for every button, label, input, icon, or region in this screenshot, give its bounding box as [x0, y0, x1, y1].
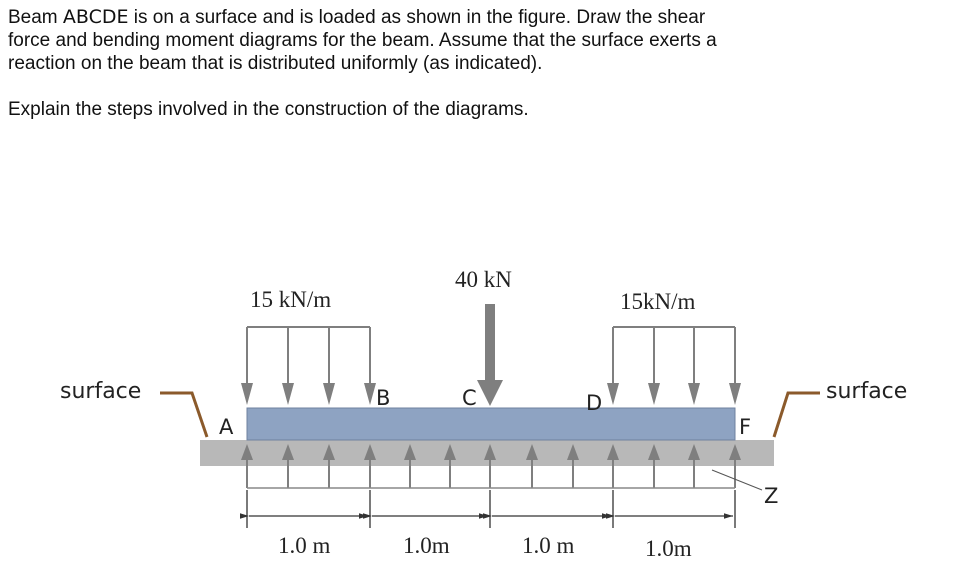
surface-label-left: surface	[60, 379, 142, 404]
point-load-label: 40 kN	[455, 267, 512, 292]
span-label-cd: 1.0 m	[522, 533, 575, 558]
surface-pointer-right	[774, 393, 820, 437]
distributed-load-right	[607, 327, 741, 405]
problem-text: is on a surface and is loaded as shown in the figure. Draw the shear	[128, 7, 706, 28]
dimension-lines	[247, 470, 762, 528]
load-label-left: 15 kN/m	[250, 287, 332, 312]
load-label-right: 15kN/m	[620, 289, 696, 314]
span-label-bc: 1.0m	[403, 533, 450, 558]
distributed-load-left	[241, 327, 376, 405]
surface-label-right: surface	[826, 379, 908, 404]
point-load-arrow	[477, 304, 503, 406]
point-label-a: A	[219, 415, 234, 439]
span-label-ab: 1.0 m	[278, 533, 331, 558]
point-label-c: C	[462, 386, 477, 410]
problem-line-2: force and bending moment diagrams for the beam. Assume that the surface exerts a	[8, 30, 717, 51]
point-label-d: D	[586, 391, 603, 415]
instruction-line: Explain the steps involved in the construction of the diagrams.	[8, 99, 529, 120]
problem-line-3: reaction on the beam that is distributed uniformly (as indicated).	[8, 53, 543, 74]
beam-abcdef	[247, 408, 735, 440]
problem-text: Beam	[8, 7, 63, 28]
point-label-z: Z	[764, 484, 779, 508]
surface-pointer-left	[160, 393, 207, 437]
point-label-b: B	[376, 386, 391, 410]
beam-name: ABCDE	[62, 6, 129, 28]
point-label-f: F	[739, 415, 752, 439]
span-label-df: 1.0m	[645, 536, 692, 561]
